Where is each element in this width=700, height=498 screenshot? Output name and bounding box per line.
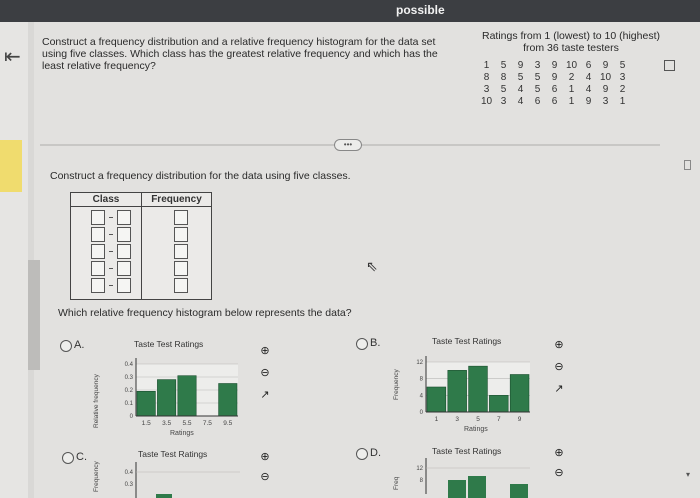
rating-value: 1 bbox=[568, 96, 575, 107]
x-tick-label: 1 bbox=[434, 416, 439, 423]
question-text: Construct a frequency distribution and a relative frequency histogram for the data set using five classes. Which class has the greatest relative frequency and which has the least relative frequency? bbox=[42, 36, 438, 72]
highlight-marker bbox=[0, 140, 22, 192]
rating-value: 5 bbox=[517, 72, 524, 83]
frequency-input-row bbox=[174, 244, 188, 259]
x-tick-label: 1.5 bbox=[141, 420, 151, 427]
chart-c bbox=[100, 458, 250, 498]
chart-c-ylabel: Frequency bbox=[93, 461, 100, 492]
rating-value: 9 bbox=[517, 60, 524, 71]
rating-value: 8 bbox=[500, 72, 507, 83]
rating-value: 10 bbox=[565, 60, 578, 71]
class-upper-input[interactable] bbox=[117, 244, 131, 259]
rating-value: 8 bbox=[483, 72, 490, 83]
rating-value: 6 bbox=[551, 84, 558, 95]
class-upper-input[interactable] bbox=[117, 278, 131, 293]
bar bbox=[219, 384, 237, 417]
class-upper-input[interactable] bbox=[117, 227, 131, 242]
rating-value: 10 bbox=[599, 72, 612, 83]
class-dash bbox=[109, 251, 113, 252]
frequency-input[interactable] bbox=[174, 210, 188, 225]
bar bbox=[156, 494, 172, 498]
x-tick-label: 9.5 bbox=[223, 420, 233, 427]
y-tick-label: 0.1 bbox=[124, 401, 133, 407]
right-edge-marker bbox=[684, 160, 691, 170]
rating-value: 9 bbox=[585, 96, 592, 107]
rating-value: 1 bbox=[568, 84, 575, 95]
rating-value: 5 bbox=[500, 84, 507, 95]
rating-value: 6 bbox=[551, 96, 558, 107]
ratings-row bbox=[478, 72, 631, 84]
class-header: Class bbox=[92, 194, 120, 205]
class-input-row bbox=[91, 227, 131, 242]
rating-value: 3 bbox=[534, 60, 541, 71]
y-tick-label: 0.3 bbox=[124, 482, 133, 488]
class-input-row bbox=[91, 244, 131, 259]
rating-value: 5 bbox=[619, 60, 626, 71]
y-tick-label: 8 bbox=[419, 478, 423, 484]
rating-value: 2 bbox=[619, 84, 626, 95]
rating-value: 3 bbox=[483, 84, 490, 95]
bar bbox=[448, 480, 466, 498]
zoom-out-icon[interactable]: ⊖ bbox=[554, 467, 564, 479]
rating-value: 9 bbox=[602, 84, 609, 95]
chart-b-ylabel: Frequency bbox=[393, 369, 400, 400]
zoom-in-icon[interactable]: ⊕ bbox=[554, 339, 564, 351]
rating-value: 5 bbox=[534, 72, 541, 83]
mouse-cursor-icon: ⇖ bbox=[366, 258, 378, 274]
class-upper-input[interactable] bbox=[117, 210, 131, 225]
rating-value: 3 bbox=[500, 96, 507, 107]
rating-value: 6 bbox=[534, 96, 541, 107]
rating-value: 9 bbox=[602, 60, 609, 71]
zoom-out-icon[interactable]: ⊖ bbox=[554, 361, 564, 373]
frequency-input[interactable] bbox=[174, 244, 188, 259]
option-c-label: C. bbox=[76, 451, 87, 463]
bar bbox=[489, 395, 508, 412]
frequency-input-row bbox=[174, 227, 188, 242]
option-c-radio[interactable] bbox=[62, 452, 74, 464]
y-tick-label: 0.2 bbox=[124, 388, 133, 394]
bar bbox=[510, 484, 528, 498]
scrollbar[interactable] bbox=[28, 260, 40, 370]
rating-value: 4 bbox=[585, 72, 592, 83]
frequency-input-row bbox=[174, 278, 188, 293]
frequency-input-row bbox=[174, 261, 188, 276]
scroll-down-icon[interactable]: ▾ bbox=[686, 470, 691, 479]
chart-d-title: Taste Test Ratings bbox=[432, 446, 502, 456]
rating-value: 9 bbox=[551, 72, 558, 83]
y-tick-label: 4 bbox=[419, 393, 423, 400]
chart-a-ylabel: Relative frequency bbox=[93, 374, 100, 428]
bar bbox=[178, 376, 196, 416]
class-upper-input[interactable] bbox=[117, 261, 131, 276]
ratings-row bbox=[478, 84, 631, 96]
y-tick-label: 0 bbox=[419, 410, 423, 416]
rating-value: 6 bbox=[585, 60, 592, 71]
bar bbox=[157, 380, 175, 416]
frequency-table bbox=[70, 192, 212, 300]
class-dash bbox=[109, 285, 113, 286]
rating-value: 1 bbox=[619, 96, 626, 107]
bar bbox=[448, 370, 467, 412]
frequency-input[interactable] bbox=[174, 278, 188, 293]
class-dash bbox=[109, 234, 113, 235]
y-tick-label: 8 bbox=[419, 376, 423, 383]
y-tick-label: 0 bbox=[129, 414, 133, 420]
freq-instruction: Construct a frequency distribution for the data using five classes. bbox=[50, 170, 351, 182]
x-tick-label: 3 bbox=[455, 416, 460, 423]
x-tick-label: 9 bbox=[517, 416, 522, 423]
y-tick-label: 12 bbox=[416, 466, 423, 472]
rating-value: 2 bbox=[568, 72, 575, 83]
rating-value: 9 bbox=[551, 60, 558, 71]
more-button[interactable]: ••• bbox=[334, 139, 362, 151]
chart-b bbox=[400, 348, 540, 432]
rating-value: 4 bbox=[585, 84, 592, 95]
y-tick-label: 12 bbox=[416, 360, 423, 366]
y-tick-label: 0.3 bbox=[124, 375, 133, 381]
x-tick-label: 7 bbox=[496, 416, 501, 423]
chart-a bbox=[100, 350, 250, 440]
frequency-input-row bbox=[174, 210, 188, 225]
chart-b-xlabel: Ratings bbox=[464, 426, 488, 433]
class-lower-input[interactable] bbox=[91, 227, 105, 242]
ratings-row bbox=[478, 96, 631, 108]
rating-value: 10 bbox=[480, 96, 493, 107]
option-a-radio[interactable] bbox=[60, 340, 72, 352]
frequency-input[interactable] bbox=[174, 227, 188, 242]
chart-a-title: Taste Test Ratings bbox=[134, 339, 204, 349]
x-tick-label: 7.5 bbox=[202, 420, 212, 427]
zoom-out-icon[interactable]: ⊖ bbox=[260, 471, 270, 483]
option-a-label: A. bbox=[74, 339, 85, 351]
option-d-label: D. bbox=[370, 447, 381, 459]
class-lower-input[interactable] bbox=[91, 210, 105, 225]
x-tick-label: 5 bbox=[476, 416, 480, 423]
x-tick-label: 5.5 bbox=[182, 420, 192, 427]
window-title: possible bbox=[396, 3, 445, 17]
class-dash bbox=[109, 217, 113, 218]
histogram-question: Which relative frequency histogram below represents the data? bbox=[58, 307, 352, 319]
class-dash bbox=[109, 268, 113, 269]
popout-icon[interactable]: ↗ bbox=[554, 383, 564, 395]
chart-a-xlabel: Ratings bbox=[170, 430, 194, 437]
class-input-row bbox=[91, 210, 131, 225]
zoom-in-icon[interactable]: ⊕ bbox=[260, 451, 270, 463]
ratings-title: Ratings from 1 (lowest) to 10 (highest) from 36 taste testers bbox=[482, 30, 660, 54]
y-tick-label: 0.4 bbox=[124, 470, 133, 476]
class-input-row bbox=[91, 278, 131, 293]
rating-value: 5 bbox=[534, 84, 541, 95]
copy-icon[interactable] bbox=[664, 60, 675, 71]
zoom-in-icon[interactable]: ⊕ bbox=[260, 345, 270, 357]
rating-value: 1 bbox=[483, 60, 490, 71]
bar bbox=[137, 391, 155, 416]
x-tick-label: 3.5 bbox=[162, 420, 172, 427]
frequency-input[interactable] bbox=[174, 261, 188, 276]
back-arrow-icon[interactable]: ⇤ bbox=[4, 46, 21, 68]
y-tick-label: 0.4 bbox=[124, 362, 133, 368]
bar bbox=[510, 375, 529, 413]
top-bar bbox=[0, 0, 700, 22]
rating-value: 3 bbox=[602, 96, 609, 107]
class-lower-input[interactable] bbox=[91, 261, 105, 276]
rating-value: 3 bbox=[619, 72, 626, 83]
ratings-grid bbox=[478, 60, 631, 108]
zoom-in-icon[interactable]: ⊕ bbox=[554, 447, 564, 459]
rating-value: 5 bbox=[500, 60, 507, 71]
option-b-label: B. bbox=[370, 337, 381, 349]
chart-d bbox=[400, 454, 540, 498]
option-b-radio[interactable] bbox=[356, 338, 368, 350]
zoom-out-icon[interactable]: ⊖ bbox=[260, 367, 270, 379]
left-strip bbox=[0, 22, 28, 498]
bar bbox=[468, 476, 486, 498]
bar bbox=[427, 387, 446, 412]
class-input-row bbox=[91, 261, 131, 276]
rating-value: 4 bbox=[517, 96, 524, 107]
ratings-row bbox=[478, 60, 631, 72]
class-lower-input[interactable] bbox=[91, 244, 105, 259]
chart-b-title: Taste Test Ratings bbox=[432, 336, 502, 346]
popout-icon[interactable]: ↗ bbox=[260, 389, 270, 401]
chart-d-ylabel: Freq bbox=[393, 476, 400, 490]
rating-value: 4 bbox=[517, 84, 524, 95]
option-d-radio[interactable] bbox=[356, 448, 368, 460]
table-vline bbox=[141, 193, 142, 299]
chart-c-title: Taste Test Ratings bbox=[138, 449, 208, 459]
bar bbox=[469, 366, 488, 412]
frequency-header: Frequency bbox=[151, 194, 202, 205]
class-lower-input[interactable] bbox=[91, 278, 105, 293]
